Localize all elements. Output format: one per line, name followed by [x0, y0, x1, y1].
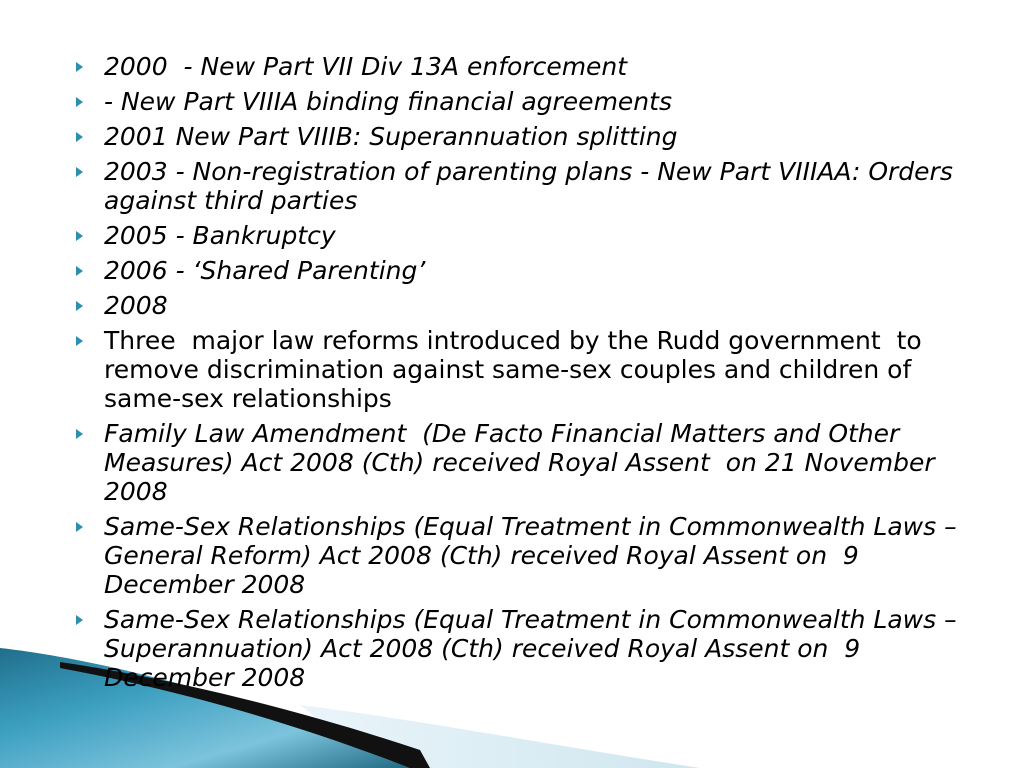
triangle-bullet-icon — [76, 62, 83, 72]
bullet-item — [72, 326, 962, 413]
triangle-bullet-icon — [76, 429, 83, 439]
bullet-text: 2008 — [104, 291, 168, 320]
bullet-text: 2006 - ‘Shared Parenting’ — [104, 256, 426, 285]
bullet-item — [72, 52, 962, 81]
bullet-text: Family Law Amendment (De Facto Financial Matters and Other Measures) Act 2008 (Cth) received Royal Assent on 21 November 2008 — [104, 419, 943, 506]
triangle-bullet-icon — [76, 301, 83, 311]
bullet-text: 2005 - Bankruptcy — [104, 221, 336, 250]
triangle-bullet-icon — [76, 97, 83, 107]
bullet-list — [72, 52, 965, 698]
bullet-text: 2003 - Non-registration of parenting plans - New Part VIIIAA: Orders against third parties — [104, 157, 961, 215]
bullet-item — [72, 512, 965, 599]
triangle-bullet-icon — [76, 132, 83, 142]
triangle-bullet-icon — [76, 167, 83, 177]
bullet-item — [72, 87, 962, 116]
bullet-item — [72, 291, 962, 320]
bullet-text: 2000 - New Part VII Div 13A enforcement — [104, 52, 628, 81]
triangle-bullet-icon — [76, 231, 83, 241]
triangle-bullet-icon — [76, 336, 83, 346]
bullet-text: Same-Sex Relationships (Equal Treatment in Commonwealth Laws – Superannuation) Act 2008 (Cth) received Royal Assent on 9 December 2008 — [104, 605, 965, 692]
triangle-bullet-icon — [76, 266, 83, 276]
bullet-text: Three major law reforms introduced by the Rudd government to remove discrimination against same-sex couples and children of same-sex relationships — [104, 326, 930, 413]
bullet-text: Same-Sex Relationships (Equal Treatment in Commonwealth Laws – General Reform) Act 2008 (Cth) received Royal Assent on 9 December 2008 — [104, 512, 965, 599]
bullet-item — [72, 122, 962, 151]
bullet-text: 2001 New Part VIIIB: Superannuation splitting — [104, 122, 678, 151]
bullet-text: - New Part VIIIA binding financial agreements — [104, 87, 672, 116]
triangle-bullet-icon — [76, 522, 83, 532]
bullet-item — [72, 256, 962, 285]
bullet-item — [72, 157, 962, 215]
bullet-item — [72, 419, 962, 506]
triangle-bullet-icon — [76, 615, 83, 625]
bullet-item — [72, 605, 965, 692]
bullet-item — [72, 221, 962, 250]
